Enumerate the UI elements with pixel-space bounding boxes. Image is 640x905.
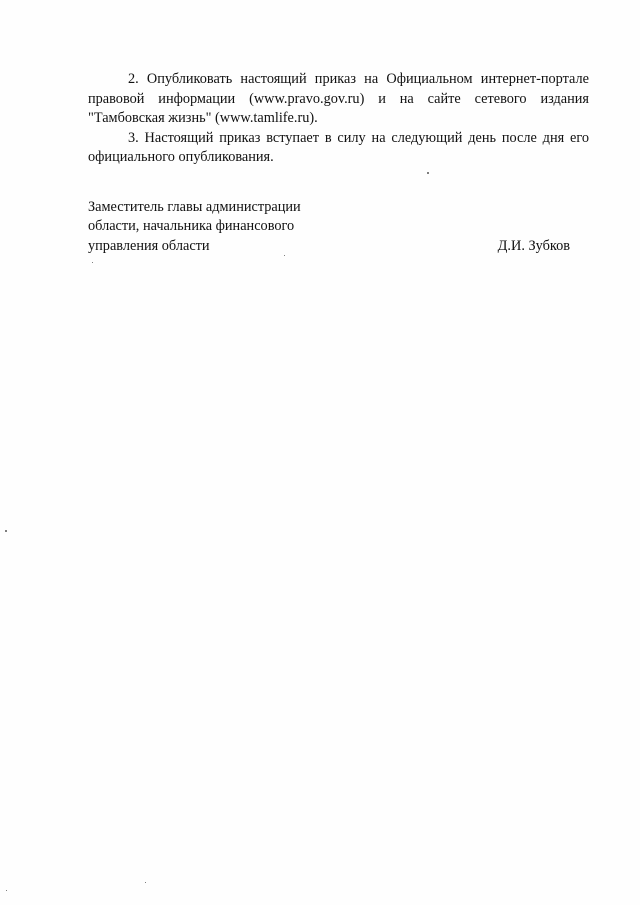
signatory-position-line-2: области, начальника финансового	[88, 218, 295, 235]
signatory-position-line-1: Заместитель главы администрации	[88, 199, 301, 215]
paragraph-2-line-3: "Тамбовская жизнь" (www.tamlife.ru).	[88, 110, 318, 127]
scan-speck	[92, 262, 93, 263]
paragraph-2-line-1: 2. Опубликовать настоящий приказ на Официальном интернет-портале	[128, 71, 589, 87]
paragraph-2	[88, 70, 589, 129]
scan-speck	[284, 255, 285, 256]
paragraph-2-line-2: правовой информации (www.pravo.gov.ru) и на сайте сетевого издания	[88, 90, 589, 107]
paragraph-3	[88, 129, 589, 168]
scan-speck	[145, 882, 146, 883]
signatory-position-line-3: управления области	[88, 237, 210, 254]
scan-speck	[427, 172, 429, 174]
document-body	[88, 70, 589, 168]
scan-speck	[6, 890, 7, 891]
scan-speck	[5, 530, 7, 532]
paragraph-3-line-2: официального опубликования.	[88, 149, 274, 166]
signatory-name: Д.И. Зубков	[497, 237, 570, 254]
paragraph-3-line-1: 3. Настоящий приказ вступает в силу на следующий день после дня его	[128, 129, 589, 146]
signature-block	[88, 198, 570, 256]
